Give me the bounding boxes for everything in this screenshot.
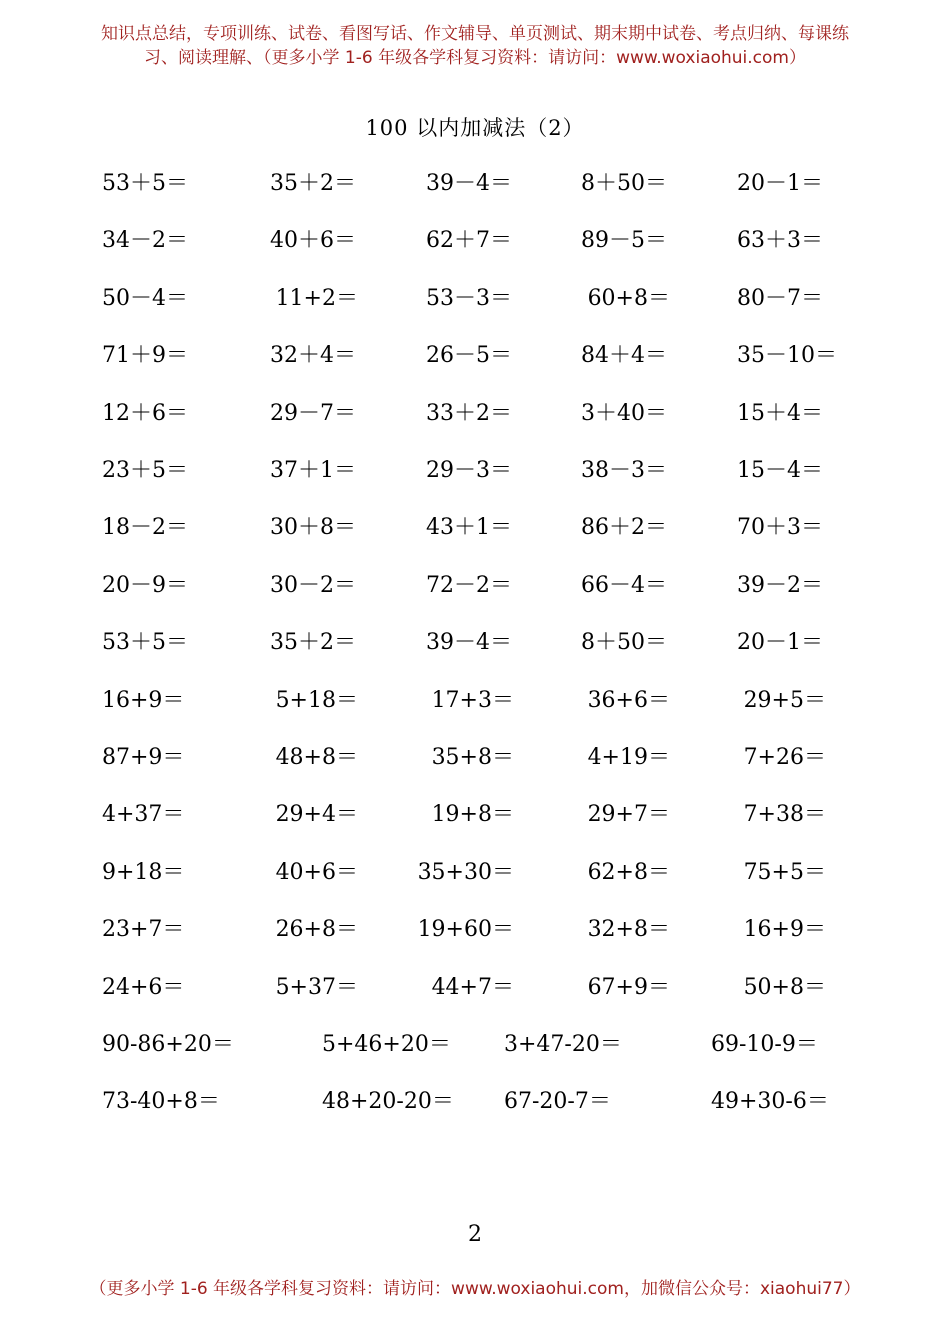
problem-item: 69-10-9＝ bbox=[711, 1032, 818, 1057]
problem-item: 66－4＝ bbox=[581, 572, 667, 598]
problem-item: 75+5＝ bbox=[743, 859, 826, 885]
problem-item: 17+3＝ bbox=[431, 687, 514, 713]
problem-item: 18－2＝ bbox=[102, 515, 188, 541]
problem-item: 20－1＝ bbox=[737, 171, 823, 196]
problem-item: 39－4＝ bbox=[426, 171, 512, 196]
footer-banner: （更多小学 1-6 年级各学科复习资料：请访问：www.woxiaohui.com，加微信公众号：xiaohui77） bbox=[89, 1279, 861, 1299]
problem-item: 4+19＝ bbox=[587, 745, 670, 770]
problem-item: 9+18＝ bbox=[102, 859, 185, 885]
problem-item: 12＋6＝ bbox=[102, 400, 188, 426]
problem-item: 7+26＝ bbox=[743, 745, 826, 770]
problem-item: 30＋8＝ bbox=[270, 515, 356, 541]
problem-item: 16+9＝ bbox=[743, 917, 826, 943]
problem-item: 24+6＝ bbox=[102, 974, 185, 1000]
problem-item: 62+8＝ bbox=[587, 859, 670, 885]
problem-item: 35＋2＝ bbox=[270, 630, 356, 656]
problem-item: 20－1＝ bbox=[737, 630, 823, 656]
problem-item: 16+9＝ bbox=[102, 687, 185, 713]
problem-item: 67-20-7＝ bbox=[504, 1089, 611, 1115]
problem-item: 73-40+8＝ bbox=[102, 1089, 220, 1115]
problem-item: 36+6＝ bbox=[587, 687, 670, 713]
problem-item: 33＋2＝ bbox=[426, 400, 512, 426]
problem-item: 53＋5＝ bbox=[102, 171, 188, 196]
problem-item: 60+8＝ bbox=[587, 285, 670, 311]
problem-item: 5+37＝ bbox=[275, 974, 358, 1000]
problem-item: 5+18＝ bbox=[275, 687, 358, 713]
problem-item: 35＋2＝ bbox=[270, 171, 356, 196]
problem-item: 35+8＝ bbox=[431, 745, 514, 770]
problem-item: 30－2＝ bbox=[270, 572, 356, 598]
problem-item: 32＋4＝ bbox=[270, 343, 356, 369]
page-number: 2 bbox=[468, 1222, 482, 1247]
problem-item: 40＋6＝ bbox=[270, 228, 356, 254]
problem-item: 29+7＝ bbox=[587, 802, 670, 828]
problem-item: 63＋3＝ bbox=[737, 228, 823, 254]
problem-item: 3＋40＝ bbox=[581, 400, 667, 426]
problem-item: 23+7＝ bbox=[102, 917, 185, 943]
problem-item: 40+6＝ bbox=[275, 859, 358, 885]
header-line-2: 习、阅读理解、（更多小学 1-6 年级各学科复习资料：请访问：www.woxiaohui.com） bbox=[144, 48, 806, 68]
problem-item: 11+2＝ bbox=[275, 285, 358, 311]
problem-item: 26－5＝ bbox=[426, 343, 512, 369]
page-title: 100 以内加减法（2） bbox=[365, 116, 585, 140]
problem-item: 50－4＝ bbox=[102, 285, 188, 311]
problem-item: 32+8＝ bbox=[587, 917, 670, 943]
problem-item: 48+8＝ bbox=[275, 745, 358, 770]
problem-item: 38－3＝ bbox=[581, 458, 667, 483]
problem-item: 39－2＝ bbox=[737, 572, 823, 598]
problem-item: 37＋1＝ bbox=[270, 458, 356, 483]
problem-item: 71＋9＝ bbox=[102, 343, 188, 369]
problem-item: 19+8＝ bbox=[431, 802, 514, 828]
problem-item: 53＋5＝ bbox=[102, 630, 188, 656]
problem-item: 34－2＝ bbox=[102, 228, 188, 254]
problem-item: 84＋4＝ bbox=[581, 343, 667, 369]
problem-item: 4+37＝ bbox=[102, 802, 185, 828]
problem-item: 23＋5＝ bbox=[102, 458, 188, 483]
problem-item: 8＋50＝ bbox=[581, 630, 667, 656]
problem-item: 49+30-6＝ bbox=[711, 1089, 829, 1115]
problem-item: 29+4＝ bbox=[275, 802, 358, 828]
problem-item: 48+20-20＝ bbox=[322, 1089, 454, 1115]
problem-item: 15－4＝ bbox=[737, 458, 823, 483]
problem-item: 80－7＝ bbox=[737, 285, 823, 311]
problem-item: 43＋1＝ bbox=[426, 515, 512, 541]
problem-item: 3+47-20＝ bbox=[504, 1032, 622, 1057]
problem-item: 90-86+20＝ bbox=[102, 1032, 234, 1057]
problem-item: 35+30＝ bbox=[417, 859, 514, 885]
problem-item: 29－7＝ bbox=[270, 400, 356, 426]
problem-item: 29－3＝ bbox=[426, 458, 512, 483]
problem-item: 26+8＝ bbox=[275, 917, 358, 943]
problem-item: 89－5＝ bbox=[581, 228, 667, 254]
problem-item: 8＋50＝ bbox=[581, 171, 667, 196]
problem-item: 44+7＝ bbox=[431, 974, 514, 1000]
problem-item: 72－2＝ bbox=[426, 572, 512, 598]
header-line-1: 知识点总结，专项训练、试卷、看图写话、作文辅导、单页测试、期末期中试卷、考点归纳、每课练 bbox=[101, 24, 849, 44]
problem-item: 70＋3＝ bbox=[737, 515, 823, 541]
problem-item: 20－9＝ bbox=[102, 572, 188, 598]
problem-item: 29+5＝ bbox=[743, 687, 826, 713]
problem-item: 35－10＝ bbox=[737, 343, 837, 369]
problem-item: 50+8＝ bbox=[743, 974, 826, 1000]
problem-item: 67+9＝ bbox=[587, 974, 670, 1000]
problem-item: 87+9＝ bbox=[102, 745, 185, 770]
problem-item: 15＋4＝ bbox=[737, 400, 823, 426]
problem-item: 19+60＝ bbox=[417, 917, 514, 943]
problem-item: 7+38＝ bbox=[743, 802, 826, 828]
problem-item: 53－3＝ bbox=[426, 285, 512, 311]
problem-item: 5+46+20＝ bbox=[322, 1032, 451, 1057]
problem-item: 62＋7＝ bbox=[426, 228, 512, 254]
problem-item: 86＋2＝ bbox=[581, 515, 667, 541]
problem-item: 39－4＝ bbox=[426, 630, 512, 656]
